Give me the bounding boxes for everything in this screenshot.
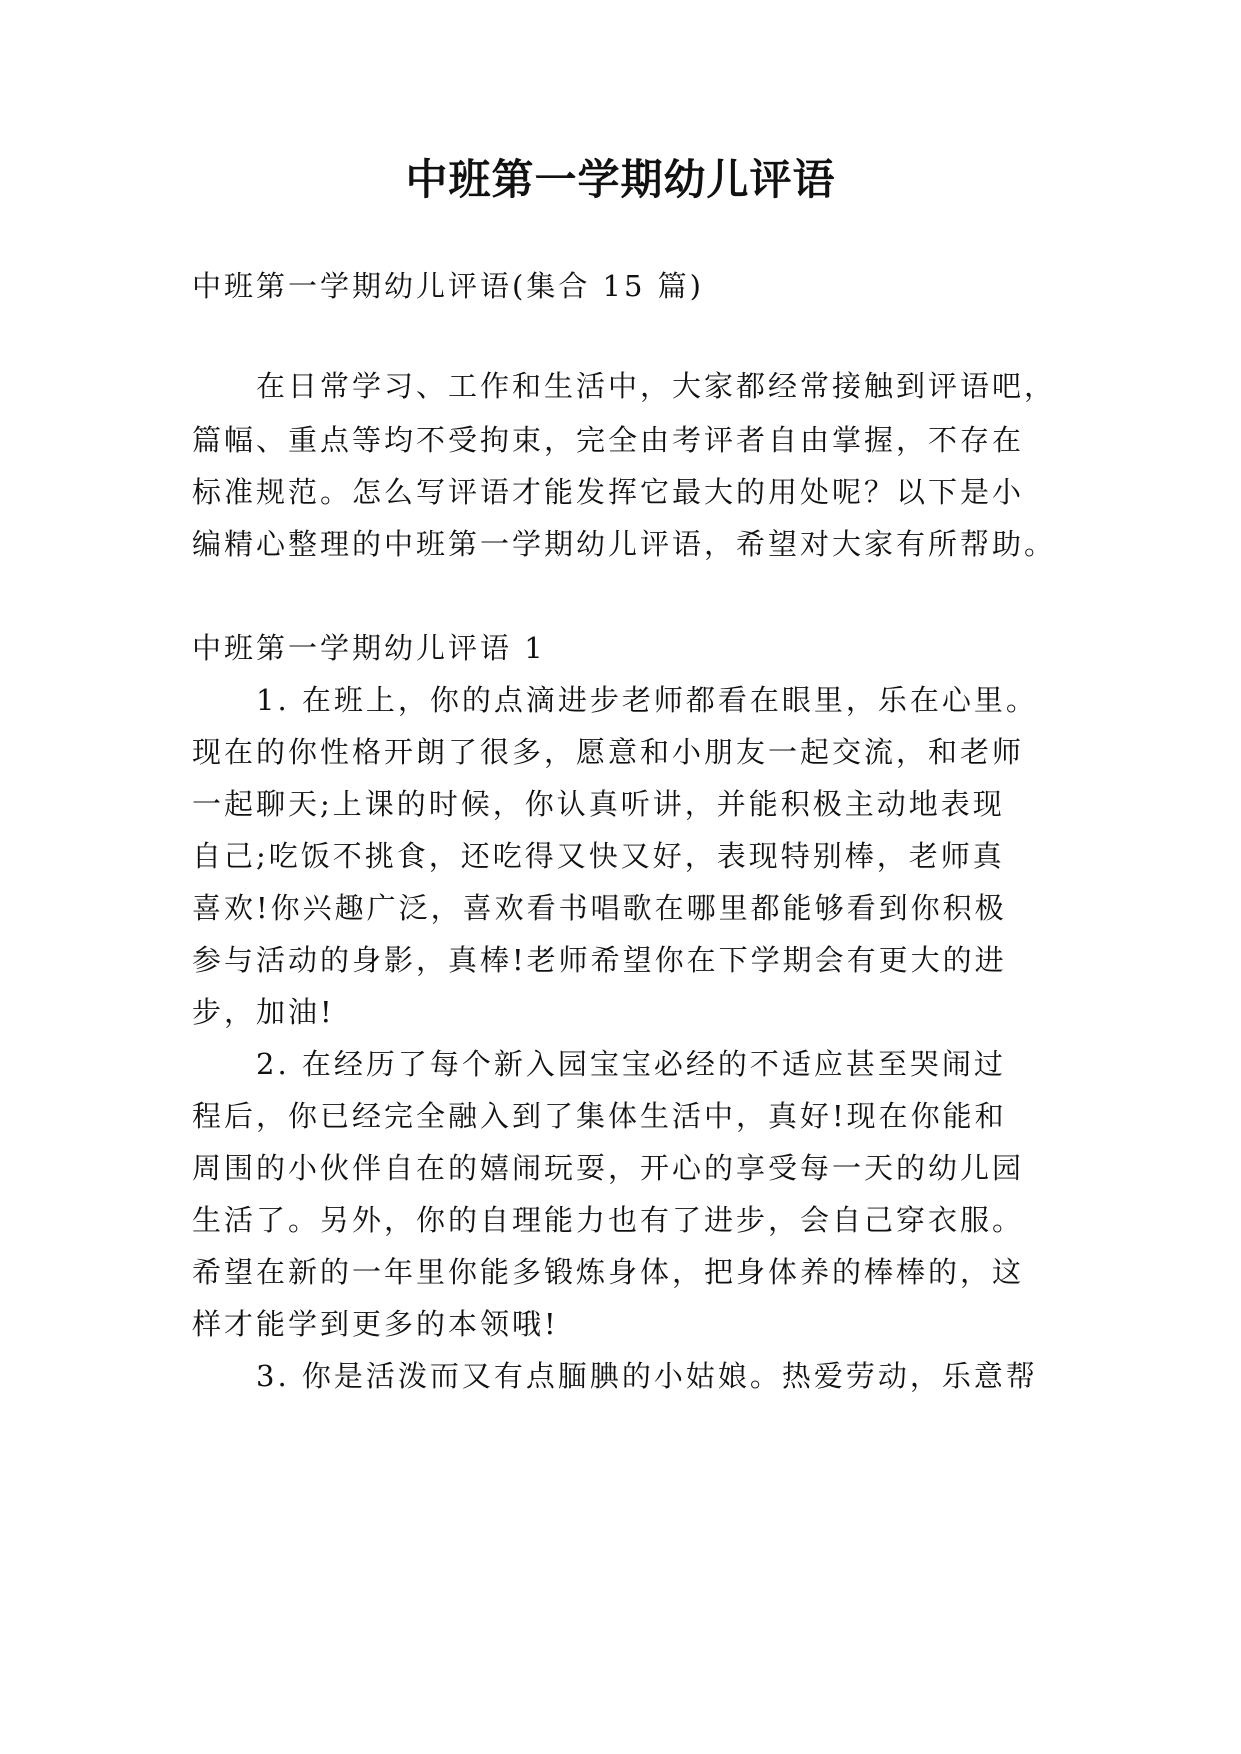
item1-line-4: 自己;吃饭不挑食，还吃得又快又好，表现特别棒，老师真 — [192, 839, 1005, 873]
item2-line-5: 希望在新的一年里你能多锻炼身体，把身体养的棒棒的，这 — [192, 1255, 1025, 1289]
item1-line-2: 现在的你性格开朗了很多，愿意和小朋友一起交流，和老师 — [192, 735, 1025, 769]
intro-line-3: 标准规范。怎么写评语才能发挥它最大的用处呢？以下是小 — [192, 475, 1025, 509]
item1-line-3: 一起聊天;上课的时候，你认真听讲，并能积极主动地表现 — [192, 787, 1005, 821]
item1-line-6: 参与活动的身影，真棒!老师希望你在下学期会有更大的进 — [192, 943, 1007, 977]
item1-line-1: 1. 在班上，你的点滴进步老师都看在眼里，乐在心里。 — [192, 683, 1038, 717]
item2-line-3: 周围的小伙伴自在的嬉闹玩耍，开心的享受每一天的幼儿园 — [192, 1151, 1025, 1185]
page-title: 中班第一学期幼儿评语 — [405, 155, 836, 204]
item1-line-7: 步，加油! — [192, 995, 335, 1029]
item2-line-6: 样才能学到更多的本领哦! — [192, 1307, 559, 1341]
item2-line-4: 生活了。另外，你的自理能力也有了进步，会自己穿衣服。 — [192, 1203, 1025, 1237]
intro-line-4: 编精心整理的中班第一学期幼儿评语，希望对大家有所帮助。 — [192, 527, 1057, 561]
subtitle: 中班第一学期幼儿评语(集合 15 篇) — [192, 269, 704, 303]
item2-line-2: 程后，你已经完全融入到了集体生活中，真好!现在你能和 — [192, 1099, 1007, 1133]
item2-line-1: 2. 在经历了每个新入园宝宝必经的不适应甚至哭闹过 — [192, 1047, 1006, 1081]
section-heading: 中班第一学期幼儿评语 1 — [192, 631, 546, 665]
item1-line-5: 喜欢!你兴趣广泛，喜欢看书唱歌在哪里都能够看到你积极 — [192, 891, 1007, 925]
item3-line-1: 3. 你是活泼而又有点腼腆的小姑娘。热爱劳动，乐意帮 — [192, 1359, 1038, 1393]
intro-line-2: 篇幅、重点等均不受拘束，完全由考评者自由掌握，不存在 — [192, 423, 1025, 457]
intro-line-1: 在日常学习、工作和生活中，大家都经常接触到评语吧， — [192, 369, 1057, 403]
